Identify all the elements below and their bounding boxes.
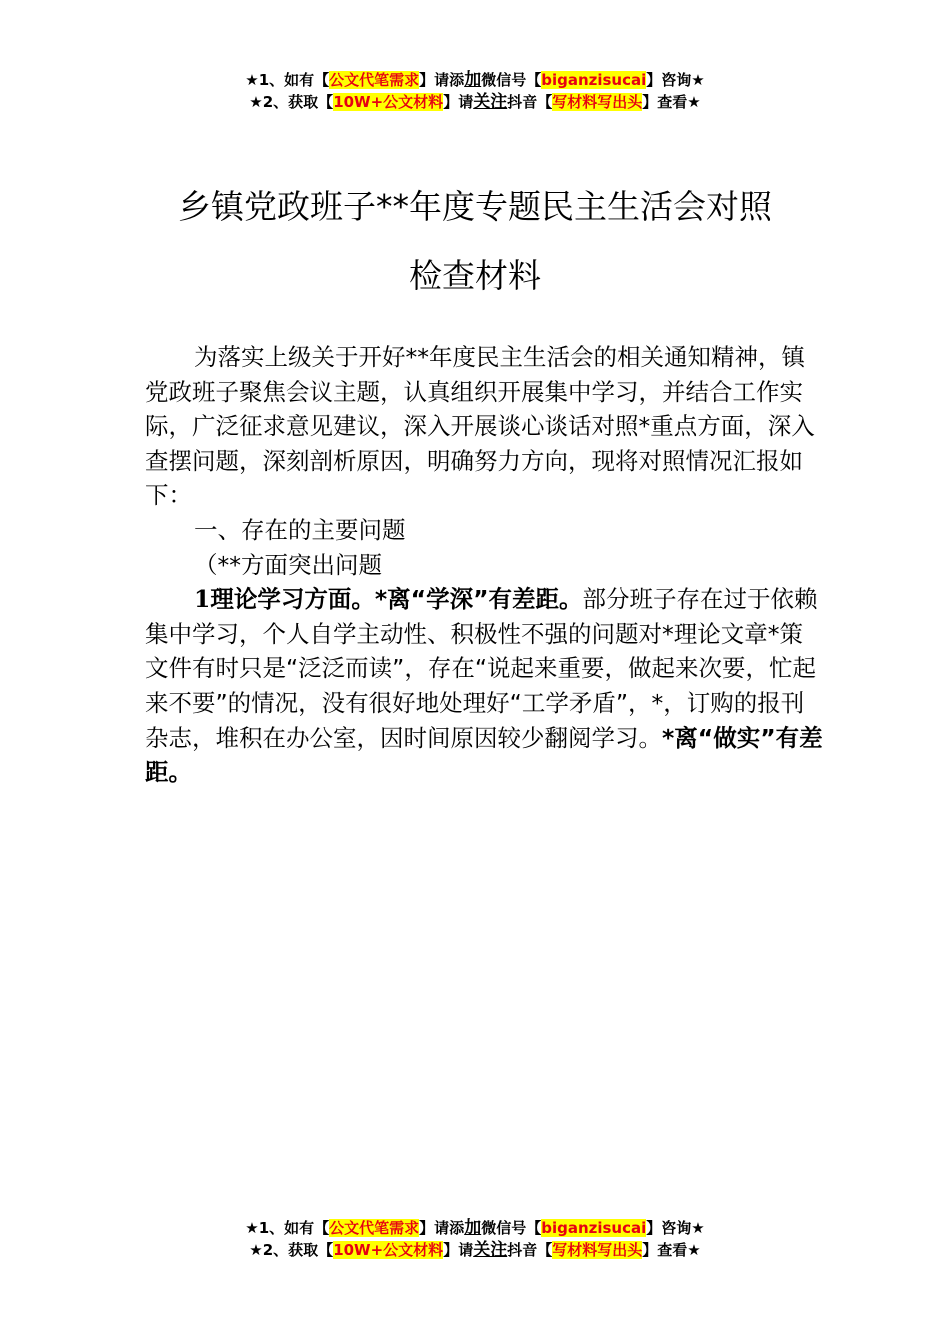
promo-highlight: 10W+公文材料 (333, 93, 444, 111)
promo-line-2: ★2、获取【10W+公文材料】请关注抖音【写材料写出头】查看★ (249, 92, 701, 112)
item-paragraph (145, 582, 825, 790)
promo-highlight: biganzisucai (541, 71, 647, 89)
section-heading: 一、存在的主要问题 (194, 515, 406, 544)
promo-highlight: 公文代笔需求 (329, 1219, 420, 1237)
promo-line-2: ★2、获取【10W+公文材料】请关注抖音【写材料写出头】查看★ (249, 1240, 701, 1260)
item-bold-tail: *离“做实”有差距。 (145, 723, 823, 787)
footer-promo-banner (0, 1217, 950, 1261)
document-title-line-2: 检查材料 (409, 256, 541, 295)
promo-highlight: 10W+公文材料 (333, 1241, 444, 1259)
document-title-line-1: 乡镇党政班子**年度专题民主生活会对照 (178, 187, 772, 226)
item-bold-title: 理论学习方面。*离“学深”有差距。 (210, 585, 583, 614)
item-number: 1 (194, 585, 211, 614)
promo-line-1: ★1、如有【公文代笔需求】请添加微信号【biganzisucai】咨询★ (245, 70, 705, 90)
subsection-heading: （**方面突出问题 (194, 550, 382, 579)
promo-line-1: ★1、如有【公文代笔需求】请添加微信号【biganzisucai】咨询★ (245, 1218, 705, 1238)
promo-highlight: biganzisucai (541, 1219, 647, 1237)
intro-paragraph: 为落实上级关于开好**年度民主生活会的相关通知精神，镇党政班子聚焦会议主题，认真组织开展集中学习，并结合工作实际，广泛征求意见建议，深入开展谈心谈话对照*重点方面，深入查摆问题，深刻剖析原因，明确努力方向，现将对照情况汇报如下： (145, 343, 815, 510)
promo-highlight: 写材料写出头 (552, 1241, 643, 1259)
promo-highlight: 公文代笔需求 (329, 71, 420, 89)
header-promo-banner (0, 69, 950, 113)
item-text: 部分班子存在过于依赖集中学习，个人自学主动性、积极性不强的问题对*理论文章*策文件有时只是“泛泛而读”，存在“说起来重要，做起来次要，忙起来不要”的情况，没有很好地处理好“工学矛盾”，*，订购的报刊杂志，堆积在办公室，因时间原因较少翻阅学习。 (145, 585, 818, 752)
promo-highlight: 写材料写出头 (552, 93, 643, 111)
document-body (145, 340, 825, 790)
